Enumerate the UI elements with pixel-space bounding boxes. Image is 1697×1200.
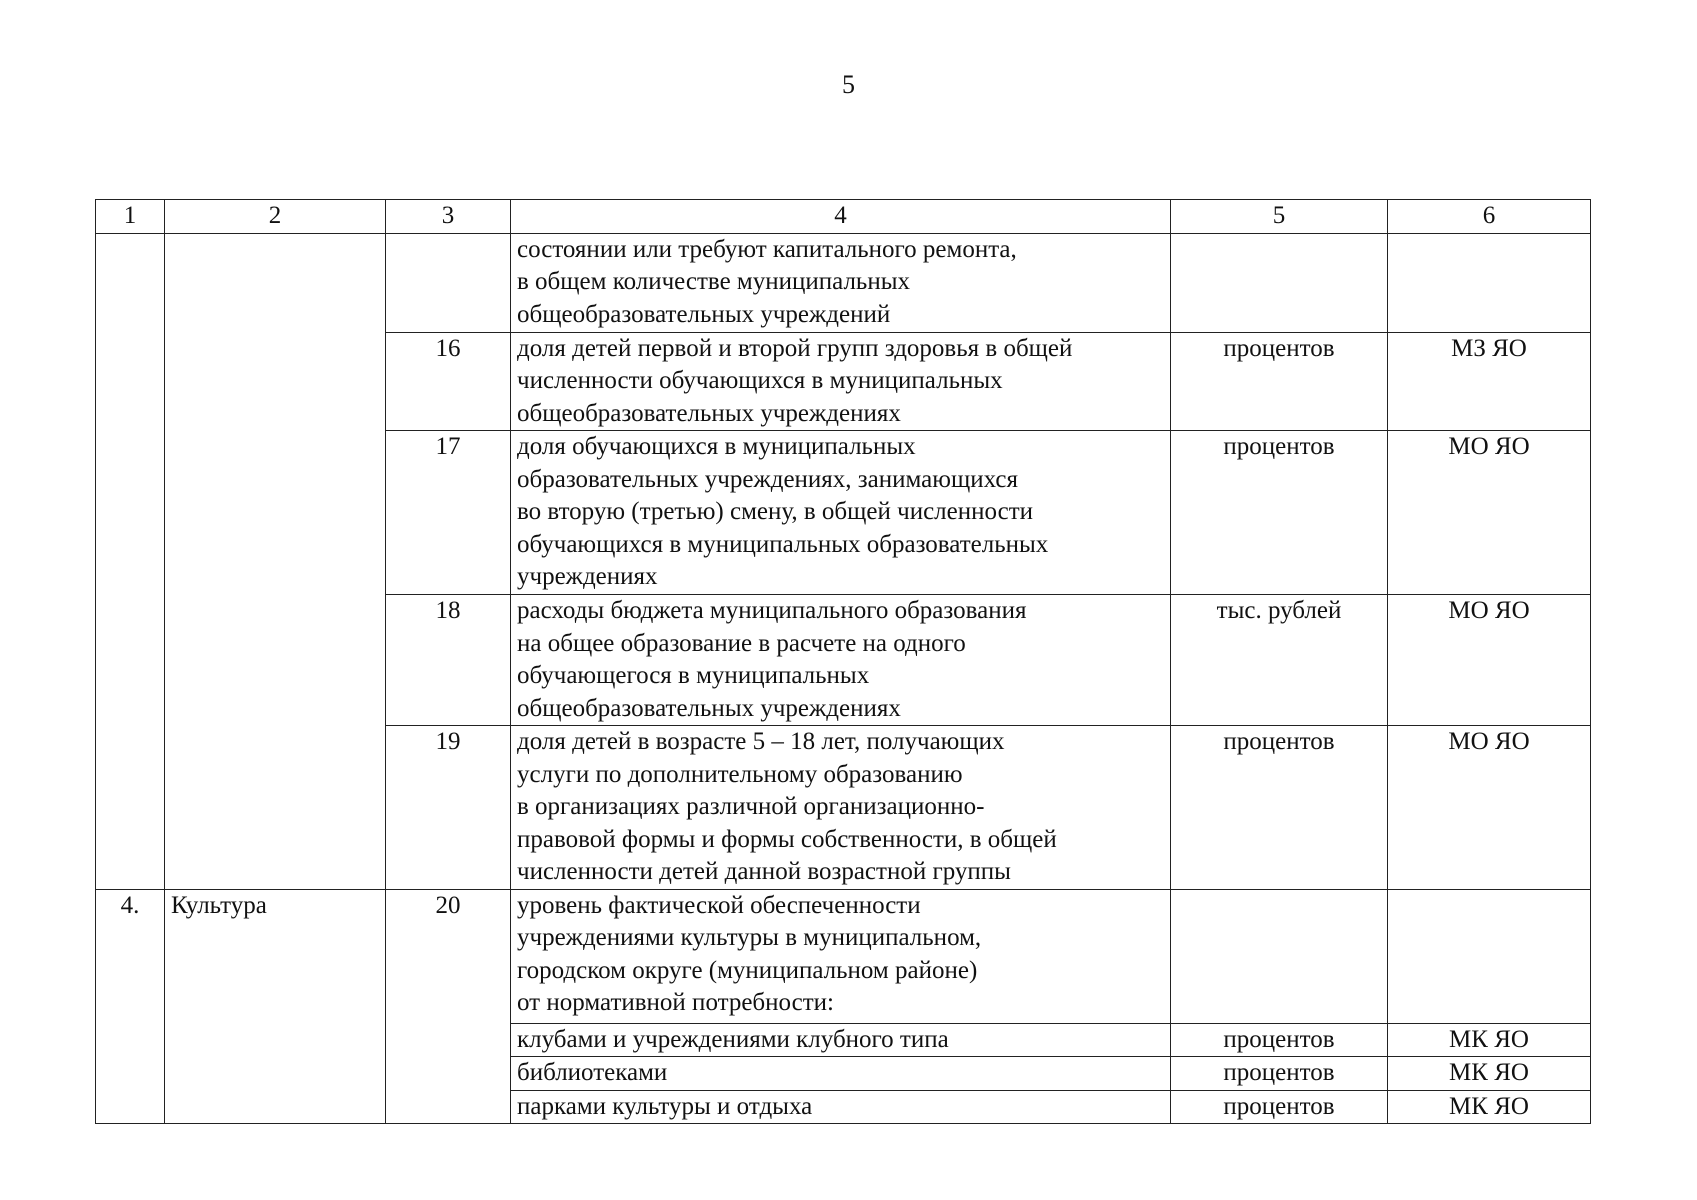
indicator-text: уровень фактической обеспеченности учреждениями культуры в муниципальном, городском округе (муниципальном районе) от нормативной потребности: — [511, 889, 1171, 1023]
org-cell: МО ЯО — [1388, 595, 1591, 726]
section-name: Культура — [165, 889, 386, 1124]
unit-cell: процентов — [1171, 332, 1388, 431]
indicator-text: доля детей в возрасте 5 – 18 лет, получающих услуги по дополнительному образованию в организациях различной организационно- правовой формы и формы собственности, в общей численности детей данной возрастной группы — [511, 726, 1171, 890]
unit-cell: процентов — [1171, 431, 1388, 595]
org-cell — [1388, 889, 1591, 1023]
section-index: 4. — [96, 889, 165, 1124]
indicator-text: парками культуры и отдыха — [511, 1090, 1171, 1124]
org-cell: МЗ ЯО — [1388, 332, 1591, 431]
indicator-text: доля обучающихся в муниципальных образовательных учреждениях, занимающихся во вторую (третью) смену, в общей численности обучающихся в муниципальных образовательных учреждениях — [511, 431, 1171, 595]
column-number: 2 — [165, 200, 386, 234]
indicator-text: клубами и учреждениями клубного типа — [511, 1023, 1171, 1057]
unit-cell — [1171, 889, 1388, 1023]
unit-cell — [1171, 233, 1388, 332]
org-cell: МК ЯО — [1388, 1090, 1591, 1124]
indicator-text: расходы бюджета муниципального образования на общее образование в расчете на одного обучающегося в муниципальных общеобразовательных учреждениях — [511, 595, 1171, 726]
indicator-number: 19 — [386, 726, 511, 890]
table-row — [96, 889, 1591, 1023]
unit-cell: процентов — [1171, 1023, 1388, 1057]
indicator-number — [386, 233, 511, 332]
unit-cell: процентов — [1171, 726, 1388, 890]
indicator-text: доля детей первой и второй групп здоровья в общей численности обучающихся в муниципальных общеобразовательных учреждениях — [511, 332, 1171, 431]
org-cell: МК ЯО — [1388, 1057, 1591, 1091]
indicator-text: состоянии или требуют капитального ремонта, в общем количестве муниципальных общеобразовательных учреждений — [511, 233, 1171, 332]
indicator-number: 18 — [386, 595, 511, 726]
section-index-cell — [96, 233, 165, 889]
column-number: 6 — [1388, 200, 1591, 234]
org-cell — [1388, 233, 1591, 332]
section-name-cell — [165, 233, 386, 889]
indicator-number: 17 — [386, 431, 511, 595]
unit-cell: процентов — [1171, 1057, 1388, 1091]
indicator-number: 20 — [386, 889, 511, 1124]
page-number: 5 — [842, 70, 855, 99]
indicator-number: 16 — [386, 332, 511, 431]
column-number: 4 — [511, 200, 1171, 234]
column-number: 3 — [386, 200, 511, 234]
indicator-text: библиотеками — [511, 1057, 1171, 1091]
indicators-table — [95, 199, 1591, 1124]
column-number: 5 — [1171, 200, 1388, 234]
column-number: 1 — [96, 200, 165, 234]
column-numbers-row — [96, 200, 1591, 234]
unit-cell: процентов — [1171, 1090, 1388, 1124]
org-cell: МО ЯО — [1388, 726, 1591, 890]
org-cell: МО ЯО — [1388, 431, 1591, 595]
table-row — [96, 233, 1591, 332]
org-cell: МК ЯО — [1388, 1023, 1591, 1057]
unit-cell: тыс. рублей — [1171, 595, 1388, 726]
